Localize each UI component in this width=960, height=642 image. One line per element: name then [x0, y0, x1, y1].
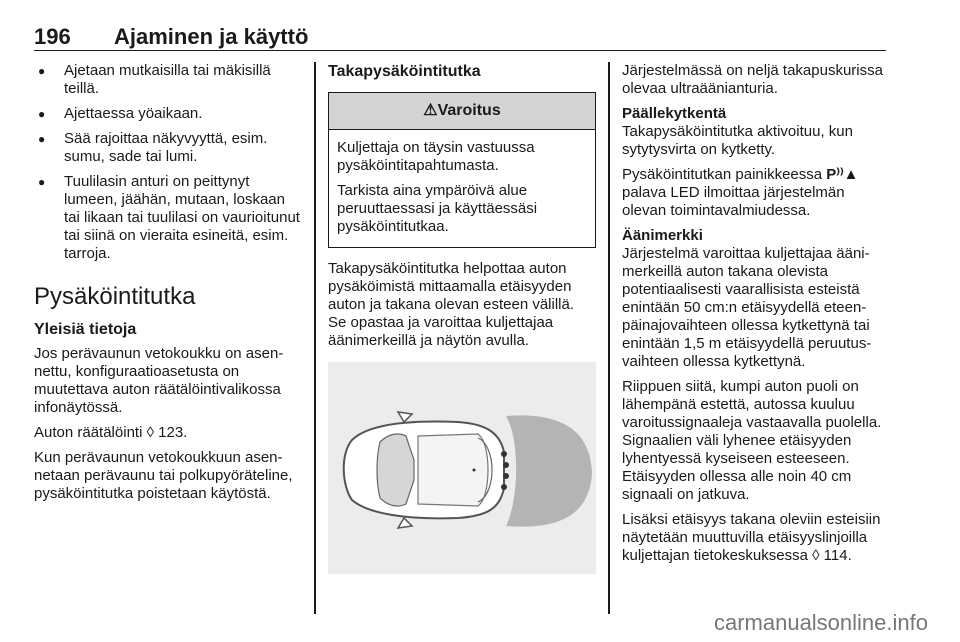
- paragraph-sound-warning: Järjestelmä varoittaa kuljettajaa äänimerkeillä auton takana olevista potentiaalisesti vaarallisista esteistä enintään 50 cm:n etäisyydellä eteenpäinajovaihteen ollessa kytkettynä tai enintään 1,5 m etäisyydellä peruutusvaihteen ollessa kytkettynä.: [622, 245, 872, 370]
- paragraph-towbar: Jos perävaunun vetokoukku on asennettu, konfiguraatioasetusta on muutettava auton räätälöintivalikossa infonäytössä.: [34, 345, 284, 416]
- subheading-general-info: Yleisiä tietoja: [34, 321, 137, 338]
- warning-title: ⚠Varoitus: [329, 93, 595, 130]
- column-1: [34, 62, 302, 510]
- car-top-view-image: [328, 362, 596, 574]
- section-heading-rear-parking: Takapysäköintitutka: [328, 63, 481, 80]
- list-item: ● Sää rajoittaa näkyvyyttä, esim. sumu, sade tai lumi.: [34, 130, 302, 166]
- paragraph-sensors: Järjestelmässä on neljä takapuskurissa olevaa ultraäänianturia.: [622, 62, 883, 97]
- parking-sensor-icon: P⁾⁾▲: [826, 166, 859, 183]
- list-item: ● Ajettaessa yöaikaan.: [34, 105, 302, 123]
- chapter-heading: Pysäköintitutka: [34, 283, 196, 310]
- column-divider: [314, 62, 316, 614]
- column-2: [328, 62, 596, 574]
- condition-list: [34, 62, 302, 263]
- car-sensor-illustration: [328, 362, 596, 574]
- subheading-sound: Äänimerkki: [622, 227, 703, 244]
- warning-text: Kuljettaja on täysin vastuussa pysäköintitapahtumasta.: [337, 139, 535, 174]
- watermark: carmanualsonline.info: [713, 610, 928, 635]
- paragraph-trailer: Kun perävaunun vetokoukkuun asennetaan perävaunu tai polkupyöräteline, pysäköintitutka poistetaan käytöstä.: [34, 449, 293, 502]
- paragraph-distance-lines: Lisäksi etäisyys takana oleviin esteisiin näytetään muuttuvilla etäisyyslinjoilla kuljettajan tietokeskuksessa ◊ 114.: [622, 511, 881, 564]
- paragraph-description: Takapysäköintitutka helpottaa auton pysäköimistä mittaamalla etäisyyden auton ja takana olevan esteen välillä. Se opastaa ja varoittaa kuljettajaa äänimerkeillä ja näytön avulla.: [328, 260, 575, 349]
- page-header: [34, 10, 886, 51]
- list-item: ● Ajetaan mutkaisilla tai mäkisillä teillä.: [34, 62, 302, 98]
- column-divider: [608, 62, 610, 614]
- warning-text: Tarkista aina ympäröivä alue peruuttaessasi ja käyttäessäsi pysäköintitutkaa.: [337, 182, 538, 235]
- paragraph-led: Pysäköintitutkan painikkeessa P⁾⁾▲ palava LED ilmoittaa järjestelmän olevan toimintavalmiudessa.: [622, 166, 859, 219]
- list-item: ● Tuulilasin anturi on peittynyt lumeen, jäähän, mutaan, loskaan tai likaan tai tuulilasi on vaurioitunut tai siinä on vieraita esineitä, esim. tarroja.: [34, 173, 302, 263]
- cross-reference-link[interactable]: Auton räätälöinti ◊ 123.: [34, 424, 188, 441]
- column-3: [622, 62, 890, 572]
- paragraph-activation: Takapysäköintitutka aktivoituu, kun sytytysvirta on kytketty.: [622, 123, 853, 158]
- warning-box: [328, 92, 596, 248]
- page-number: 196: [34, 24, 71, 49]
- paragraph-signal-side: Riippuen siitä, kumpi auton puoli on lähempänä estettä, autossa kuuluu varoitussignaaleja vastaavalla puolella. Signaalien väli lyhenee etäisyyden lyhentyessä kyseiseen esteeseen. Etäisyyden ollessa alle noin 40 cm signaali on jatkuva.: [622, 378, 882, 503]
- section-title: Ajaminen ja käyttö: [114, 24, 309, 49]
- subheading-activation: Päällekytkentä: [622, 105, 727, 122]
